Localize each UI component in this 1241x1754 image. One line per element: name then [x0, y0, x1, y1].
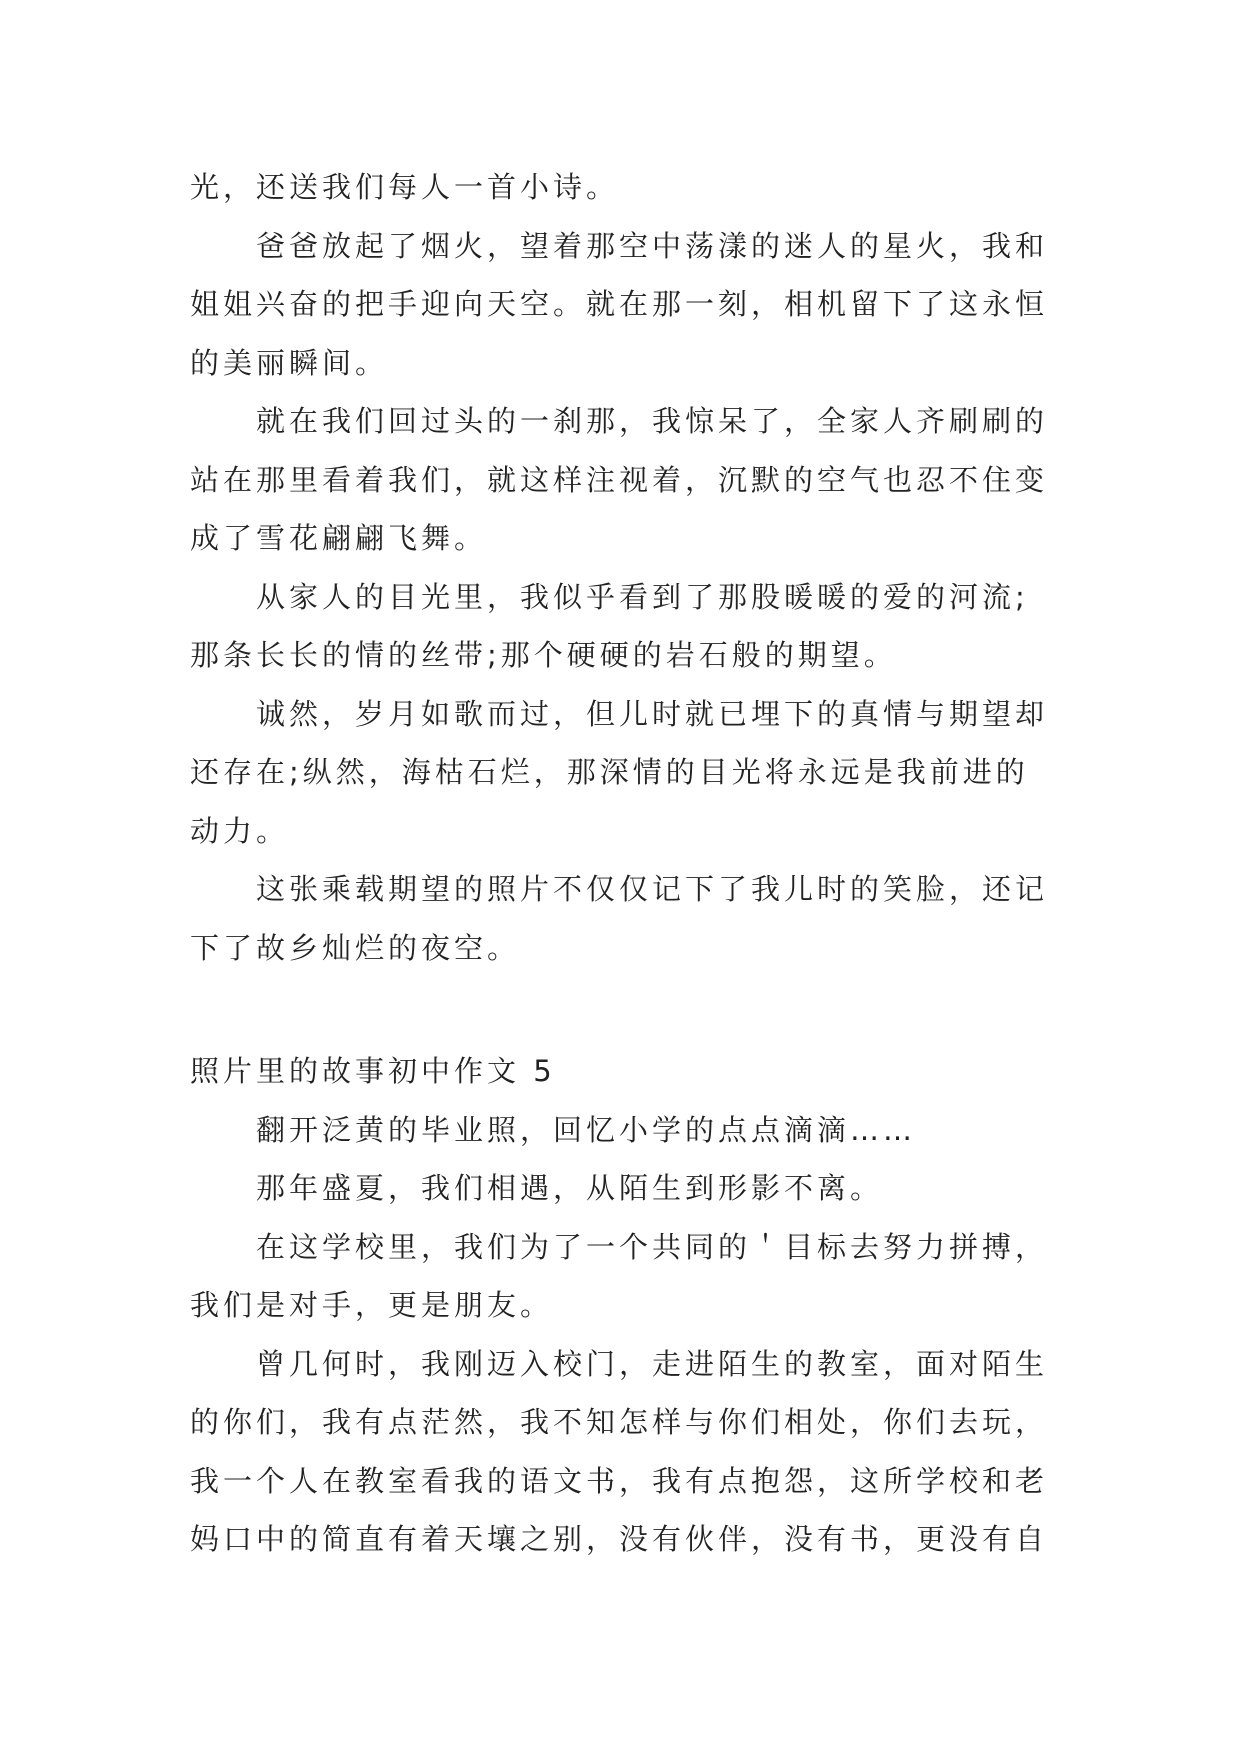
- paragraph: [190, 392, 1056, 568]
- paragraph-line: 那条长长的情的丝带;那个硬硬的岩石般的期望。: [190, 638, 897, 672]
- paragraph: [190, 1218, 1056, 1335]
- paragraph-line: 就在我们回过头的一刹那，我惊呆了，全家人齐刷刷的: [256, 404, 1049, 438]
- paragraph-line: 光，还送我们每人一首小诗。: [190, 170, 620, 204]
- paragraph: [190, 860, 1056, 977]
- section-title: 照片里的故事初中作文 5: [190, 1054, 556, 1088]
- paragraph-line: 的你们，我有点茫然，我不知怎样与你们相处，你们去玩，: [190, 1405, 1049, 1439]
- paragraph-line: 曾几何时，我刚迈入校门，走进陌生的教室，面对陌生: [256, 1346, 1049, 1381]
- paragraph-line: 那年盛夏，我们相遇，从陌生到形影不离。: [256, 1171, 884, 1205]
- paragraph: [190, 568, 1056, 685]
- paragraph: [190, 1101, 1056, 1160]
- paragraph: [190, 1335, 1056, 1569]
- document-body: [190, 158, 1056, 1569]
- paragraph-line: 诚然，岁月如歌而过，但儿时就已埋下的真情与期望却: [256, 696, 1049, 731]
- paragraph-line: 我一个人在教室看我的语文书，我有点抱怨，这所学校和老: [190, 1463, 1049, 1498]
- paragraph-line: 爸爸放起了烟火，望着那空中荡漾的迷人的星火，我和: [256, 228, 1049, 263]
- paragraph-line: 的美丽瞬间。: [190, 345, 389, 380]
- paragraph-line: 姐姐兴奋的把手迎向天空。就在那一刻，相机留下了这永恒: [190, 287, 1049, 321]
- paragraph: [190, 158, 1056, 217]
- paragraph-line: 站在那里看着我们，就这样注视着，沉默的空气也忍不住变: [190, 462, 1049, 497]
- paragraph-line: 妈口中的简直有着天壤之别，没有伙伴，没有书，更没有自: [190, 1522, 1049, 1556]
- paragraph-line: 这张乘载期望的照片不仅仅记下了我儿时的笑脸，还记: [256, 872, 1049, 906]
- paragraph-line: 从家人的目光里，我似乎看到了那股暖暖的爱的河流;: [256, 579, 1029, 614]
- paragraph-line: 翻开泛黄的毕业照，回忆小学的点点滴滴……: [256, 1112, 917, 1147]
- paragraph: [190, 685, 1056, 861]
- paragraph-line: 我们是对手，更是朋友。: [190, 1288, 554, 1322]
- paragraph: [190, 217, 1056, 393]
- paragraph-line: 还存在;纵然，海枯石烂，那深情的目光将永远是我前进的: [190, 755, 1029, 789]
- paragraph: [190, 1159, 1056, 1218]
- paragraph-line: 下了故乡灿烂的夜空。: [190, 930, 521, 965]
- section-spacer: [190, 977, 1056, 1042]
- paragraph-line: 成了雪花翩翩飞舞。: [190, 521, 488, 555]
- paragraph-line: 动力。: [190, 813, 290, 848]
- paragraph-line: 在这学校里，我们为了一个共同的＇目标去努力拼搏，: [256, 1229, 1049, 1264]
